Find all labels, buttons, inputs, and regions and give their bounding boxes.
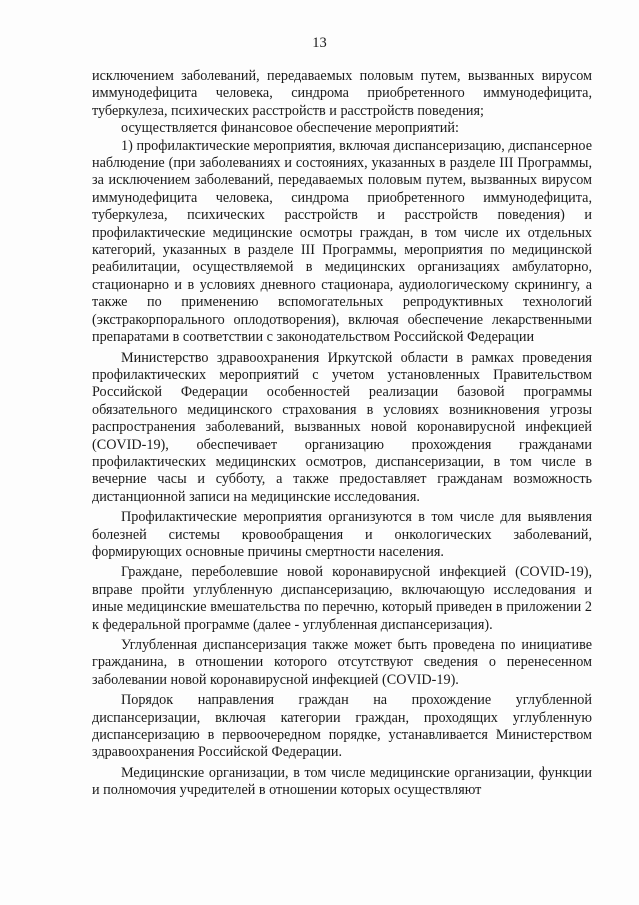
page-number: 13 bbox=[312, 35, 327, 51]
paragraph-ministry-measures: Министерство здравоохранения Иркутской области в рамках проведения профилактических мероприятий с учетом установленных Правительством Российской Федерации особенностей реализации базовой программы обязательного медицинского страхования в условиях возникновения угрозы распространения заболеваний, вызванных новой коронавирусной инфекцией (COVID-19), обеспечивает организацию прохождения гражданами профилактических медицинских осмотров, диспансеризации, в том числе в вечерние часы и субботу, а также предоставляет гражданам возможность дистанционной записи на медицинские исследования. bbox=[92, 349, 592, 505]
paragraph-continuation: исключением заболеваний, передаваемых половым путем, вызванных вирусом иммунодефицита человека, синдрома приобретенного иммунодефицита, туберкулеза, психических расстройств и расстройств поведения; bbox=[92, 68, 592, 119]
paragraph-preventive-measures: 1) профилактические мероприятия, включая диспансеризацию, диспансерное наблюдение (при заболеваниях и состояниях, указанных в разделе III Программы, за исключением заболеваний, передаваемых половым путем, вызванных вирусом иммунодефицита человека, синдрома приобретенного иммунодефицита, туберкулеза, психических расстройств и расстройств поведения) и профилактические медицинские осмотры граждан, в том числе их отдельных категорий, указанных в разделе III Программы, мероприятия по медицинской реабилитации, осуществляемой в медицинских организациях амбулаторно, стационарно и в условиях дневного стационара, аудиологическому скринингу, а также по применению вспомогательных репродуктивных технологий (экстракорпорального оплодотворения), включая обеспечение лекарственными препаратами в соответствии с законодательством Российской Федерации bbox=[92, 137, 592, 346]
paragraph-financing-intro: осуществляется финансовое обеспечение мероприятий: bbox=[121, 120, 459, 137]
paragraph-preventive-organization: Профилактические мероприятия организуются в том числе для выявления болезней системы кровообращения и онкологических заболеваний, формирующих основные причины смертности населения. bbox=[92, 509, 592, 560]
paragraph-deep-screening-initiative: Углубленная диспансеризация также может быть проведена по инициативе гражданина, в отношении которого отсутствуют сведения о перенесенном заболевании новой коронавирусной инфекцией (COVID-19). bbox=[92, 637, 592, 688]
document-body bbox=[92, 68, 592, 898]
paragraph-referral-order: Порядок направления граждан на прохождение углубленной диспансеризации, включая категории граждан, проходящих углубленную диспансеризацию в первоочередном порядке, устанавливается Министерством здравоохранения Российской Федерации. bbox=[92, 692, 592, 761]
paragraph-medical-organizations: Медицинские организации, в том числе медицинские организации, функции и полномочия учредителей в отношении которых осуществляют bbox=[92, 764, 592, 799]
paragraph-covid-citizens: Граждане, переболевшие новой коронавирусной инфекцией (COVID-19), вправе пройти углубленную диспансеризацию, включающую исследования и иные медицинские вмешательства по перечню, который приведен в приложении 2 к федеральной программе (далее - углубленная диспансеризация). bbox=[92, 564, 592, 633]
